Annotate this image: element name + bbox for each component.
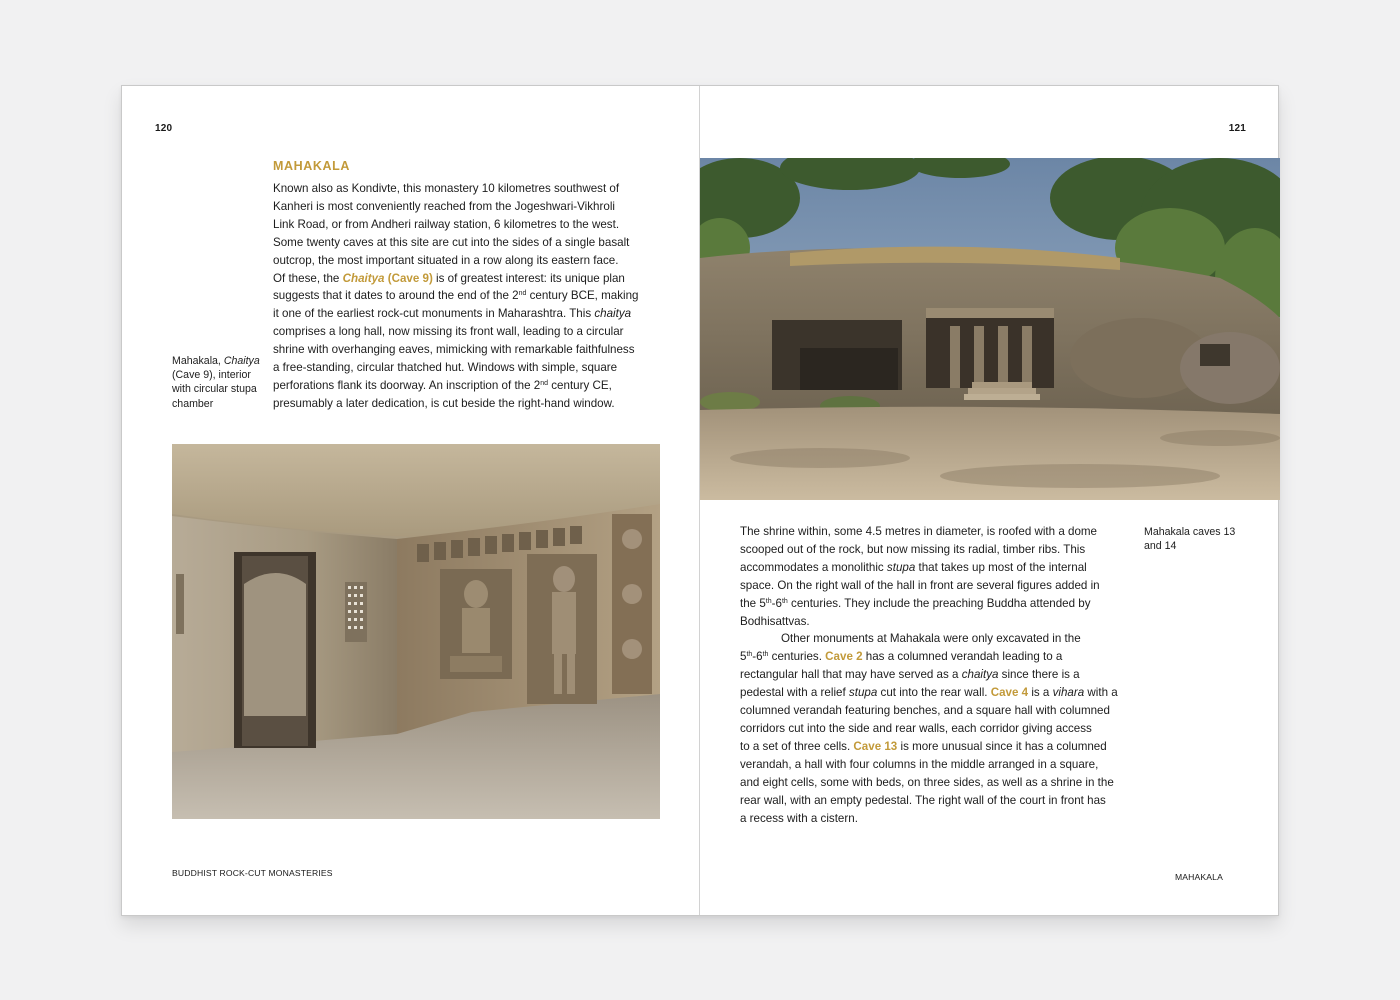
photo-cave-exterior bbox=[700, 158, 1280, 500]
highlight-cave-2: Cave 2 bbox=[825, 650, 863, 664]
section-heading: MAHAKALA bbox=[273, 159, 351, 173]
highlight-cave-13: Cave 13 bbox=[853, 739, 898, 753]
highlight-chaitya: Chaitya bbox=[342, 271, 385, 285]
right-page bbox=[700, 86, 1280, 915]
left-page bbox=[122, 86, 699, 915]
cave-exterior-illustration bbox=[700, 158, 1280, 500]
caption-interior-photo: Mahakala, Chaitya (Cave 9), interior with circular stupa chamber bbox=[172, 355, 260, 410]
cave-interior-illustration bbox=[172, 444, 660, 819]
body-paragraph-left: Known also as Kondivte, this monastery 10 kilometres southwest of Kanheri is most conveniently reached from the Jogeshwari-Vikhroli Link Road, or from Andheri railway station, 6 kilometres to the west. Some twenty caves at this site are cut into the sides of a single basalt outcrop, the most important situated in a row along its eastern face. Of these, the Chaitya (Cave 9) is of greatest interest: its unique plan suggests that it dates to around the end of the 2nd century BCE, making it one of the earliest rock-cut monuments in Maharashtra. This chaitya comprises a long hall, now missing its front wall, leading to a circular shrine with overhanging eaves, mimicking with remarkable faithfulness a free-standing, circular thatched hut. Windows with simple, square perforations flank its doorway. An inscription of the 2nd century CE, presumably a later dedication, is cut beside the right-hand window. bbox=[273, 182, 639, 410]
highlight-cave-4: Cave 4 bbox=[990, 686, 1029, 700]
page-number-right: 121 bbox=[1228, 123, 1246, 134]
book-spread bbox=[121, 85, 1279, 916]
body-paragraph-right: The shrine within, some 4.5 metres in diameter, is roofed with a dome scooped out of the rock, but now missing its radial, timber ribs. This accommodates a monolithic stupa that takes up most of the internal space. On the right wall of the hall in front are several figures added in the 5th-6th centuries. They include the preaching Buddha attended by Bodhisattvas. Other monuments at Mahakala were only excavated in the 5th-6th centuries. Cave 2 has a columned verandah leading to a rectangular hall that may have served as a chaitya since there is a pedestal with a relief stupa cut into the rear wall. Cave 4 is a vihara with a columned verandah featuring benches, and a square hall with columned corridors cut into the side and rear walls, each corridor giving access to a set of three cells. Cave 13 is more unusual since it has a columned verandah, a hall with four columns in the middle arranged in a square, and eight cells, some with beds, on three sides, as well as a shrine in the rear wall, with an empty pedestal. The right wall of the court in front has a recess with a cistern. bbox=[740, 525, 1118, 825]
caption-exterior-photo: Mahakala caves 13 and 14 bbox=[1144, 526, 1236, 553]
running-foot-left: BUDDHIST ROCK-CUT MONASTERIES bbox=[172, 868, 333, 878]
page-number-left: 120 bbox=[155, 123, 173, 134]
highlight-cave-9: (Cave 9) bbox=[384, 271, 433, 285]
photo-cave-interior bbox=[172, 444, 660, 819]
running-foot-right: MAHAKALA bbox=[1174, 872, 1223, 882]
